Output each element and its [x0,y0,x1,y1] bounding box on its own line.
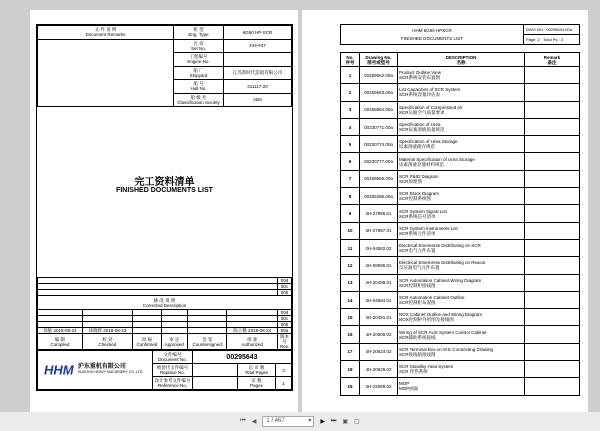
first-page-icon[interactable]: ⏮ [240,418,246,424]
remark [525,118,580,135]
col-no-zh: 序号 [345,59,355,65]
description [398,309,525,326]
description-zh: SCR控制系统图 [399,196,432,202]
previous-page-icon[interactable]: ◀ [251,419,257,425]
description [398,378,525,395]
document-number: 00295643 [193,351,292,364]
description-en: Electrical Emements Distributing on Reacor [399,260,486,266]
row-number: 10 [341,222,360,239]
description [398,136,525,153]
col-description-zh: 名称 [456,59,466,65]
table-row [341,257,580,274]
description-zh: 尿素溶液存储材料规范 [399,161,444,167]
table-row [341,239,580,256]
table-row [341,101,580,118]
next-page-icon[interactable]: ▶ [320,419,325,425]
row-number: 5 [341,136,360,153]
field-label-en: Eng. Type [188,32,209,38]
drawing-number: 2H-04582.02 [360,239,398,256]
description-zh: SCR原理图 [399,178,423,184]
description-en: NOX Cabinet Outline and Wiring Diagram [399,312,483,318]
description-en: Specification of Urea [399,122,441,128]
row-number: 7 [341,170,360,187]
description [398,361,525,378]
description-en: Electrical Emements Distributing on SCR [399,243,481,249]
drawing-number: 00259564.00a [360,101,398,118]
remark [525,84,580,101]
remark [525,309,580,326]
row-number: 13 [341,274,360,291]
description-zh: 反应器电气元件布置 [399,265,440,271]
drawing-number: 4H-20626.02 [360,361,398,378]
col-drawing-no-zh: 图号或型号 [367,59,390,65]
role-label-en: Countersigned [192,341,222,347]
description-en: SCR Block Diagram [399,191,440,197]
cover-info-table [37,25,292,107]
col-description: DESCRIPTION [445,54,477,60]
rev-code: 00b [278,290,292,296]
description-en: List Capacities of SCR System [399,87,461,93]
page-number: Page: 2 [526,36,540,42]
description [398,274,525,291]
description-zh: SCR接线箱接线图 [399,351,436,357]
remark [525,101,580,118]
title-zh: 完工资料清单 [134,177,195,188]
role-label: 审 核 [141,336,153,342]
total-pages: Total Ps.: 3 [543,36,563,42]
description-zh: SCR系统安装布置图 [399,75,441,81]
list-head-title: HHM 6G60 HPSCR [412,28,452,33]
description-en: SCR Automation Cabinet Outline [399,295,465,300]
table-row [341,170,580,187]
table-row [341,153,580,170]
revision-block [37,277,292,390]
replace-label: 被替代文件编号 [156,365,189,370]
description-zh: SCR电气元件布置 [399,248,436,254]
description-zh: SCR尿素溶液质量规范 [399,127,445,133]
left-page [30,10,298,412]
role-label: 审 定 [169,336,180,342]
remark [525,170,580,187]
rev-code: 00b [278,322,292,328]
description-en: SCR P&ID Diagram [399,173,439,179]
field-label: 机 型 [193,27,204,33]
row-number: 16 [341,326,360,343]
role-label: 校 对 [102,336,113,342]
description-en: SCR Standby Heat System [399,364,454,370]
rev-code: 00c [278,316,292,322]
chevron-down-icon[interactable]: ▾ [308,418,312,424]
role-label-en: Confirmed [136,341,158,347]
dwg-number: DWG NO.: 00295643.00a [524,25,579,35]
remark [525,222,580,239]
rev-code: 00c [278,284,292,290]
drawing-number: 4H-20624.02 [360,343,398,360]
page-input[interactable] [262,416,314,427]
col-remark-zh: 备注 [547,59,557,65]
description-zh: SCR 伴热系统 [399,369,428,375]
drawing-number: 3H-04584.01 [360,291,398,308]
description-en: MOP [399,381,410,387]
col-no: No. [346,54,354,60]
row-number: 18 [341,361,360,378]
rev-code: 00d [278,310,292,316]
remark [525,153,580,170]
table-row [341,118,580,135]
description-en: Wiring of SCR AUS System Control Cabinet [399,329,487,335]
two-page-view-icon[interactable]: ▣ [342,419,349,425]
description [398,222,525,239]
row-number: 8 [341,188,360,205]
remarks-label: 文 件 说 明 [94,27,117,33]
table-row [341,222,580,239]
signature: 徐晓辉 2018-08-23 [82,328,133,334]
drawing-number: 2H-08596.01 [360,257,398,274]
role-label: 批 准 [247,336,258,342]
reference-label-en: Reference No. [157,383,187,388]
remark [525,136,580,153]
description-en: Material Specification of Urea Storage [399,156,475,162]
row-number: 4 [341,118,360,135]
page-input-value: 1 / 467 [266,418,285,424]
drawing-number: 00259562.00a [360,67,398,84]
remark [525,361,580,378]
row-number: 9 [341,205,360,222]
last-page-icon[interactable]: ⏭ [330,418,337,424]
right-page [302,10,588,412]
description [398,291,525,308]
description [398,257,525,274]
drawing-number: 00259565.00a [360,170,398,187]
description-en: SCR System Instruments List [399,225,458,231]
pages-value: 1 [276,377,292,390]
role-label-en: Rev. [280,344,289,349]
col-remark: Remark [543,54,561,60]
table-row [341,84,580,101]
role-label: 编 制 [54,336,65,342]
company-name-en: HUDONG HEAVY MACHINERY CO.,LTD. [77,370,144,374]
description [398,67,525,84]
description-zh: SCR系统容量评估表 [399,92,441,98]
description-en: SCR Terminal Box on M.E Connecting Drawing [399,346,493,352]
remark [525,378,580,395]
row-number: 14 [341,291,360,308]
field-label: 船 级 社 [190,94,207,100]
cover-sheet [36,24,293,391]
description-en: Specification of Urea Storage [399,139,458,145]
field-value: 江苏新时代造船有限公司 [224,66,292,80]
field-value: 6G60 HP-SCR [224,26,292,40]
table-row [341,326,580,343]
title-en: FINISHED DOCUMENTS LIST [116,187,213,194]
description [398,326,525,343]
field-label-en: Set No. [190,45,206,51]
field-value [224,53,292,67]
description-zh: 尿素溶液储存规范 [399,144,435,150]
signature: 陈小璐 2018-08-24 [227,328,278,334]
rev-code: 00a [278,328,292,334]
field-label-en: Shipyard [189,72,208,78]
doc-no-label: 文件编号 [163,352,182,357]
remarks-label-en: Document Remarks [85,32,126,38]
company-name: 沪东重机有限公司 [77,364,126,370]
remark [525,188,580,205]
description-zh: MOP画面 [399,386,419,392]
remark [525,67,580,84]
list-header [340,24,580,45]
role-label-en: Authorized [241,341,263,347]
description-en: Specification of Compressed Air [399,104,463,110]
pages-label-en: Pages [250,383,263,388]
role-label: 版本号 [280,334,289,344]
table-row [341,309,580,326]
rev-code: 00d [278,278,292,284]
remark [525,205,580,222]
role-label-en: Checked [98,341,117,347]
drawing-number: 00265286.00a [360,188,398,205]
list-head-subtitle: FINISHED DOCUMENTS LIST [400,36,463,41]
corrected-label-en: Corrected Description [142,302,187,308]
remark [525,239,580,256]
table-row [341,274,580,291]
table-row [341,136,580,153]
table-row [341,205,580,222]
description-zh: SCR辅助系统接线 [399,334,436,340]
field-label: 船 厂 [193,67,204,73]
pdf-toolbar [0,412,600,431]
remark [525,343,580,360]
description-en: Product Outline View [399,70,441,76]
table-row [341,378,580,395]
corrected-label: 修 改 说 明 [153,297,176,303]
field-label: 船 号 [193,81,204,87]
row-number: 6 [341,153,360,170]
field-label-en: Engine No. [187,59,210,65]
row-number: 1 [341,67,360,84]
total-pages-label: 总 页 数 [248,365,265,370]
field-value: #44-#47 [224,39,292,53]
documents-table [340,52,580,396]
col-drawing-no: Drawing No. [365,54,392,60]
description [398,188,525,205]
total-pages-value: 3 [276,364,292,377]
description [398,170,525,187]
table-row [341,291,580,308]
description [398,118,525,135]
role-label-en: Compiled [50,341,70,347]
description-en: SCR System Signal List [399,208,447,214]
description [398,239,525,256]
single-page-view-icon[interactable]: ▢ [354,419,360,425]
replace-label-en: Replace No. [160,370,185,375]
drawing-number: 4H-20489.01 [360,274,398,291]
field-label: 工程编号 [189,54,208,60]
description-zh: NOX控制柜外形图及接线图 [399,317,454,323]
signature: 徐敏 2018-08-23 [38,328,83,334]
field-value: 311117-20 [224,80,292,94]
remark [525,257,580,274]
row-number: 3 [341,101,360,118]
company-logo-block [38,351,153,390]
description [398,153,525,170]
drawing-number: 00230771.00a [360,118,398,135]
row-number: 17 [341,343,360,360]
drawing-number: 00230774.00a [360,136,398,153]
description [398,101,525,118]
description-zh: SCR控制柜布置图 [399,300,436,305]
row-number: 11 [341,239,360,256]
drawing-number: 4H-20491.01 [360,309,398,326]
description [398,205,525,222]
drawing-number: 3H-22089.02 [360,378,398,395]
field-label-en: Classification Society [177,99,220,105]
remark [525,274,580,291]
doc-no-label-en: Document No. [158,357,187,362]
drawing-number: 00230777.00a [360,153,398,170]
reference-label: 设计参考文件编号 [154,378,191,383]
role-label-en: Approved [164,341,184,347]
table-row [341,343,580,360]
field-value: ABS [224,93,292,107]
row-number: 15 [341,309,360,326]
role-label: 会 签 [202,336,213,342]
description-zh: SCR系统元件清单 [399,230,436,236]
description-zh: SCR系统信号清单 [399,213,436,219]
description [398,84,525,101]
drawing-number: 3H-27986.01 [360,205,398,222]
description-en: SCR Automation Cabinet Wiring Diagram [399,277,482,283]
hhm-logo-icon: HHM [44,362,74,378]
description [398,343,525,360]
drawing-number: 00259563.00a [360,84,398,101]
total-pages-label-en: Total Pages [244,370,269,375]
field-label-en: Hull No. [190,86,207,92]
remark [525,291,580,308]
table-row [341,67,580,84]
field-label: 台 份 [193,40,204,46]
row-number: 2 [341,84,360,101]
drawing-number: 4H-20509.02 [360,326,398,343]
row-number: 19 [341,378,360,395]
table-row [341,361,580,378]
row-number: 12 [341,257,360,274]
pages-label: 页 数 [251,378,262,383]
description-zh: SCR控制柜接线图 [399,282,436,288]
table-row [341,188,580,205]
description-zh: SCR压缩空气质量要求 [399,109,445,115]
remark [525,326,580,343]
drawing-number: 3H-27987.01 [360,222,398,239]
